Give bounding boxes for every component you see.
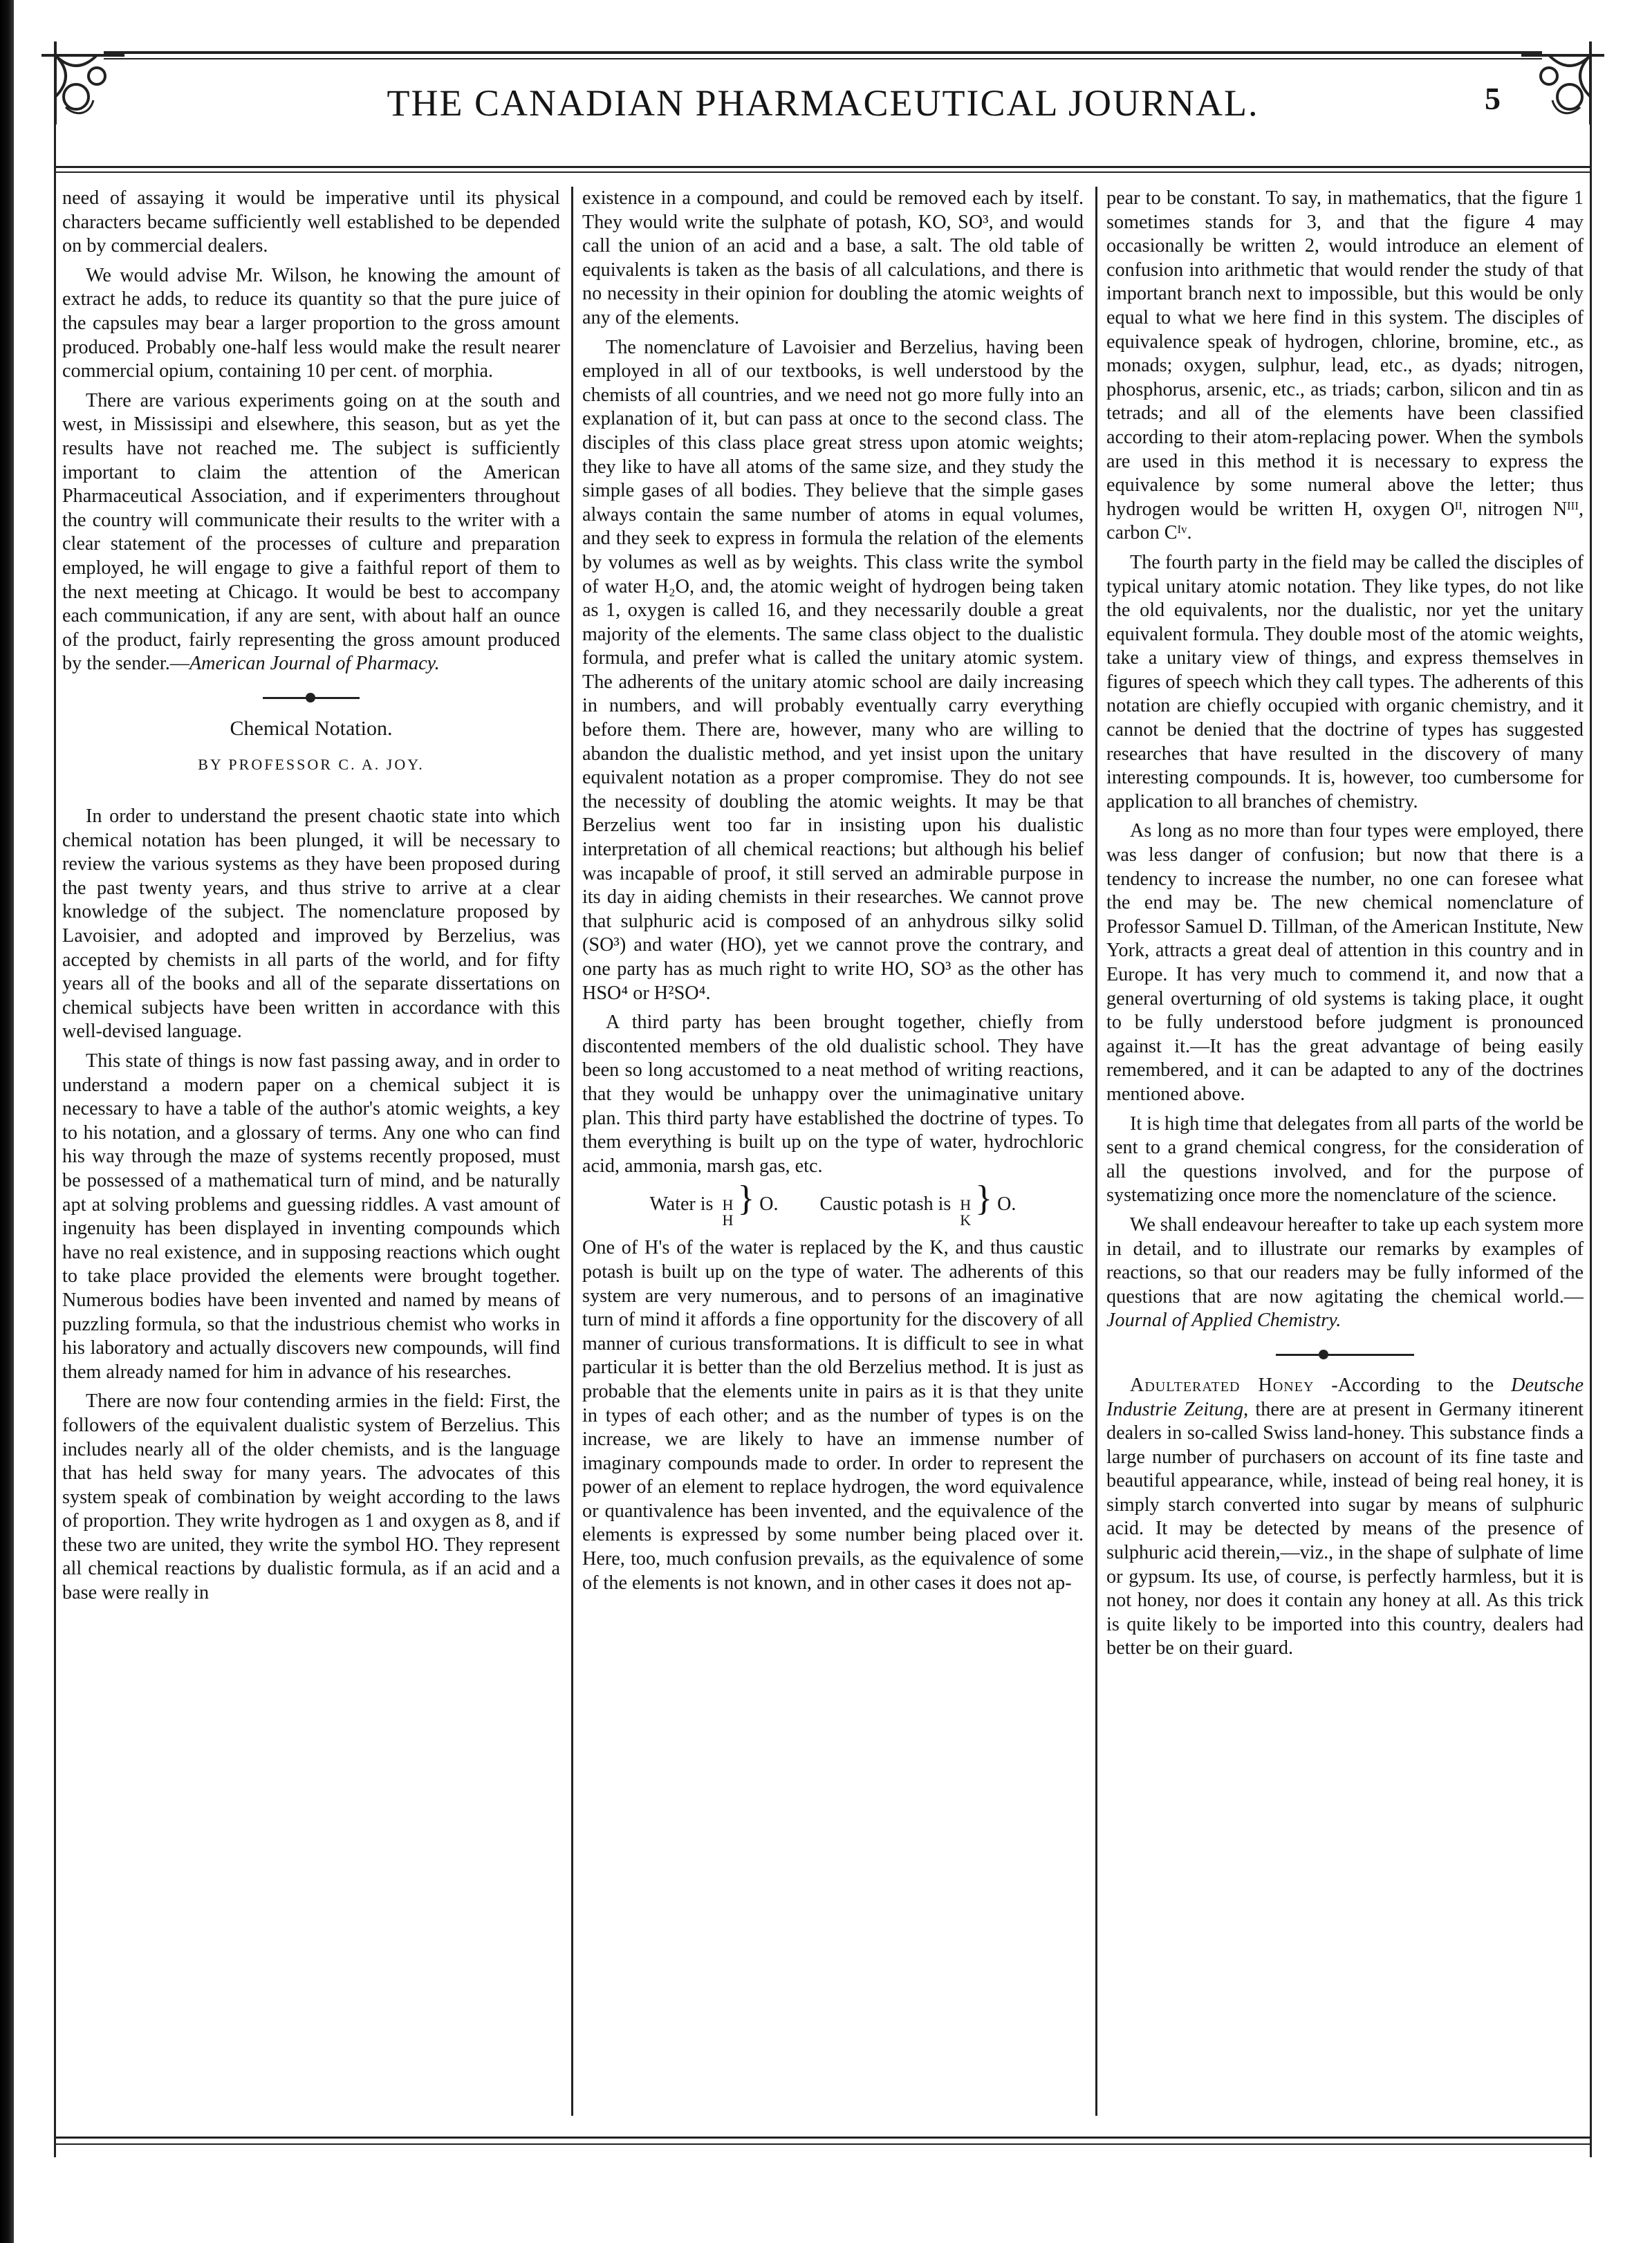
section-separator [1276, 1354, 1414, 1356]
paragraph: It is high time that delegates from all parts of the world be sent to a grand chemical congress, for the consideration of all the questions involved, and for the purpose of systematizing once more the nomenclature of the science. [1106, 1113, 1584, 1207]
journal-page [28, 28, 1618, 2185]
frame-bottom-rule-thin [55, 2143, 1590, 2145]
frame-bottom-rule [55, 2137, 1590, 2139]
paragraph-adulterated-honey: Adulterated Honey -According to the Deutsche Industrie Zeitung, there are at present in Germany itinerent dealers in so-called Swiss land-honey. This substance finds a large number of purchasers on account of its fine taste and beautiful appearance, while, instead of being real honey, it is simply starch converted into sugar by means of sulphuric acid. It may be detected by means of the presence of sulphuric acid therein,—viz., in the shape of sulphate of lime or gypsum. Its use, of course, is perfectly harmless, but it is not honey, nor does it contain any honey at all. As this trick is quite likely to be imported into this country, dealers had better be on their guard. [1106, 1374, 1584, 1659]
column-2 [582, 187, 1084, 2116]
section-separator [263, 697, 360, 699]
type-formula [582, 1179, 1084, 1229]
section-heading: Adulterated Honey [1130, 1374, 1315, 1396]
paragraph: As long as no more than four types were employed, there was less danger of confusion; but now that there is a tendency to increase the number, no one can foresee what the end may be. The new chemical nomenclature of Professor Samuel D. Tillman, of the American Institute, New York, attracts a great deal of attention in this country and in Europe. It has very much to commend it, and now that a general overturning of old systems is taking place, it ought to be fully understood before judgment is pronounced against it.—It has the great advantage of being easily remembered, and it can be adapted to any of the doctrines mentioned above. [1106, 820, 1584, 1105]
source-citation: American Journal of Pharmacy. [189, 653, 440, 675]
page-binding-edge [0, 0, 14, 2243]
formula-water: Water is H H } O. [649, 1179, 779, 1229]
column-3 [1106, 187, 1584, 2116]
column-divider [1095, 187, 1097, 2116]
paragraph: pear to be constant. To say, in mathematics, that the figure 1 sometimes stands for 3, and that the figure 4 may occasionally be written 2, would introduce an element of confusion into arithmetic that would render the study of that important branch next to impossible, but this would be only equal to what we here find in this system. The disciples of equivalence speak of hydrogen, chlorine, bromine, etc., as monads; oxygen, sulphur, lead, etc., as dyads; nitrogen, phosphorus, arsenic, etc., as triads; carbon, silicon and tin as tetrads; and all of the elements have been classified according to their atom-replacing power. When the symbols are used in this method it is necessary to express the equivalence by some numeral above the letter; thus hydrogen would be written H, oxygen Oᴵᴵ, nitrogen Nᴵᴵᴵ, carbon Cᴵᵛ. [1106, 187, 1584, 544]
journal-title: THE CANADIAN PHARMACEUTICAL JOURNAL. [387, 82, 1259, 124]
article-title: Chemical Notation. [230, 716, 393, 740]
frame-top-rule-thin [104, 58, 1542, 59]
paragraph: existence in a compound, and could be removed each by itself. They would write the sulphate of potash, KO, SO³, and would call the union of an acid and a base, a salt. The old table of equivalents is taken as the basis of all calculations, and there is no necessity in their opinion for doubling the atomic weights of any of the elements. [582, 187, 1084, 328]
paragraph: There are various experiments going on at the south and west, in Mississipi and elsewhere, this season, but as yet the results have not reached me. The subject is sufficiently important to claim the attention of the American Pharmaceutical Association, and if experimenters throughout the country will communicate their results to the writer with a clear statement of the processes of culture and preparation employed, he will engage to give a faithful report of them to the next meeting at Chicago. It would be best to accompany each communication, if any are sent, with about half an ounce of the product, fairly representing the gross amount produced by the sender.—American Journal of Pharmacy. [62, 389, 560, 675]
source-citation: Deutsche Industrie Zeitung [1106, 1374, 1584, 1420]
paragraph: need of assaying it would be imperative until its physical characters became sufficiently well established to be depended on by commercial dealers. [62, 187, 560, 257]
article-byline: BY PROFESSOR C. A. JOY. [198, 756, 425, 774]
paragraph: One of H's of the water is replaced by the K, and thus caustic potash is built up on the type of water. The adherents of this system are very numerous, and to persons of an imaginative turn of mind it affords a fine opportunity for the discovery of all manner of curious transformations. It is difficult to see in what particular it is better than the old Berzelius method. It is just as probable that the elements unite in pairs as it is that they unite in types of each other; and as the number of types is on the increase, we are likely to have an immense number of imaginary compounds made to order. In order to represent the power of an element to replace hydrogen, the word equivalence or quantivalence has been invented, and the equivalence of the elements is expressed by some number being placed over it. Here, too, much confusion prevails, as the equivalence of some of the elements is not known, and in other cases it does not ap- [582, 1237, 1084, 1594]
paragraph: There are now four contending armies in the field: First, the followers of the equivalent dualistic system of Berzelius. This includes nearly all of the older chemists, and is the language that has held sway for many years. The advocates of this system speak of combination by weight according to the laws of proportion. They write hydrogen as 1 and oxygen as 8, and if these two are united, they write the symbol HO. They represent all chemical reactions by dualistic formula, as if an acid and a base were really in [62, 1390, 560, 1604]
paragraph: We shall endeavour hereafter to take up each system more in detail, and to illustrate our remarks by examples of reactions, so that our readers may be fully informed of the questions that are now agitating the chemical world.—Journal of Applied Chemistry. [1106, 1213, 1584, 1332]
paragraph: The nomenclature of Lavoisier and Berzelius, having been employed in all of our textbooks, is well understood by the chemists of all countries, and we need not go more fully into an explanation of it, but can pass at once to the second class. The disciples of this class place great stress upon atomic weights; they like to have all atoms of the same size, and they study the simple gases of all bodies. They believe that the simple gases always contain the same number of atoms in equal volumes, and they seek to express in formula the relation of the elements by volumes as well as by weights. This class write the symbol of water H₂O, and, the atomic weight of hydrogen being taken as 1, oxygen is called 16, and they necessarily double a great majority of the elements. The same class object to the dualistic formula, and prefer what is called the unitary atomic system. The adherents of the unitary atomic school are daily increasing in numbers, and will probably eventually carry everything before them. There are, however, many who are willing to abandon the dualistic method, and yet insist upon the unitary equivalent notation as a proper compromise. They do not see the necessity of doubling the atomic weights. It may be that Berzelius went too far in insisting upon his dualistic interpretation of all chemical reactions; but although his belief was incapable of proof, it still served an admirable purpose in its day in aiding chemists in their researches. We cannot prove that sulphuric acid is composed of an anhydrous silky solid (SO³) and water (HO), yet we cannot prove the contrary, and one party has as much right to write HO, SO³ as the other has HSO⁴ or H²SO⁴. [582, 336, 1084, 1004]
frame-right-rule [1590, 111, 1592, 2157]
paragraph: The fourth party in the field may be called the disciples of typical unitary atomic notation. They like types, do not like the old equivalents, nor the dualistic, nor yet the unitary equivalent formula. They double most of the atomic weights, take a unitary view of things, and express themselves in figures of speech which they call types. The adherents of this notation are chiefly occupied with organic chemistry, and it cannot be denied that the doctrine of types has suggested researches that have resulted in the discovery of many interesting compounds. It is, however, too cumbersome for application to all branches of chemistry. [1106, 551, 1584, 812]
frame-top-rule [104, 51, 1542, 54]
paragraph: We would advise Mr. Wilson, he knowing the amount of extract he adds, to reduce its quantity so that the pure juice of the capsules may bear a larger proportion to the gross amount produced. Probably one-half less would make the result nearer commercial opium, containing 10 per cent. of morphia. [62, 264, 560, 382]
source-citation: Journal of Applied Chemistry. [1106, 1310, 1342, 1332]
paragraph: In order to understand the present chaotic state into which chemical notation has been plunged, it will be necessary to review the various systems as they have been proposed during the past twenty years, and thus strive to arrive at a clear knowledge of the subject. The nomenclature proposed by Lavoisier, and adopted and improved by Berzelius, was accepted by chemists in all parts of the world, and for fifty years all of the books and all of the separate dissertations on chemical subjects have been written in accordance with this well-devised language. [62, 806, 560, 1043]
header-bottom-rule-thin [55, 171, 1590, 173]
frame-left-rule [54, 111, 56, 2157]
column-1 [62, 187, 560, 2116]
formula-caustic-potash: Caustic potash is H K } O. [819, 1179, 1017, 1229]
page-number: 5 [1485, 81, 1501, 116]
paragraph: This state of things is now fast passing away, and in order to understand a modern paper on a chemical subject it is necessary to have a table of the author's atomic weights, a key to his notation, and a glossary of terms. Any one who can find his way through the maze of systems recently proposed, must be possessed of a mathematical turn of mind, and be naturally apt at solving problems and guessing riddles. A vast amount of ingenuity has been displayed in inventing compounds which have no real existence, and in supposing reactions which ought to take place provided the elements were brought together. Numerous bodies have been invented and named by means of puzzling formula, so that the industrious chemist who works in his laboratory and actually discovers new compounds, will find them already named for him in advance of his researches. [62, 1050, 560, 1383]
paragraph: A third party has been brought together, chiefly from discontented members of the old dualistic school. They have been so long accustomed to a neat method of writing reactions, that they would be unhappy over the unimaginative unitary plan. This third party have established the doctrine of types. To them everything is built up on the type of water, hydrochloric acid, ammonia, marsh gas, etc. [582, 1012, 1084, 1177]
column-divider [571, 187, 573, 2116]
header-bottom-rule [55, 166, 1590, 168]
article-columns [62, 187, 1584, 2116]
